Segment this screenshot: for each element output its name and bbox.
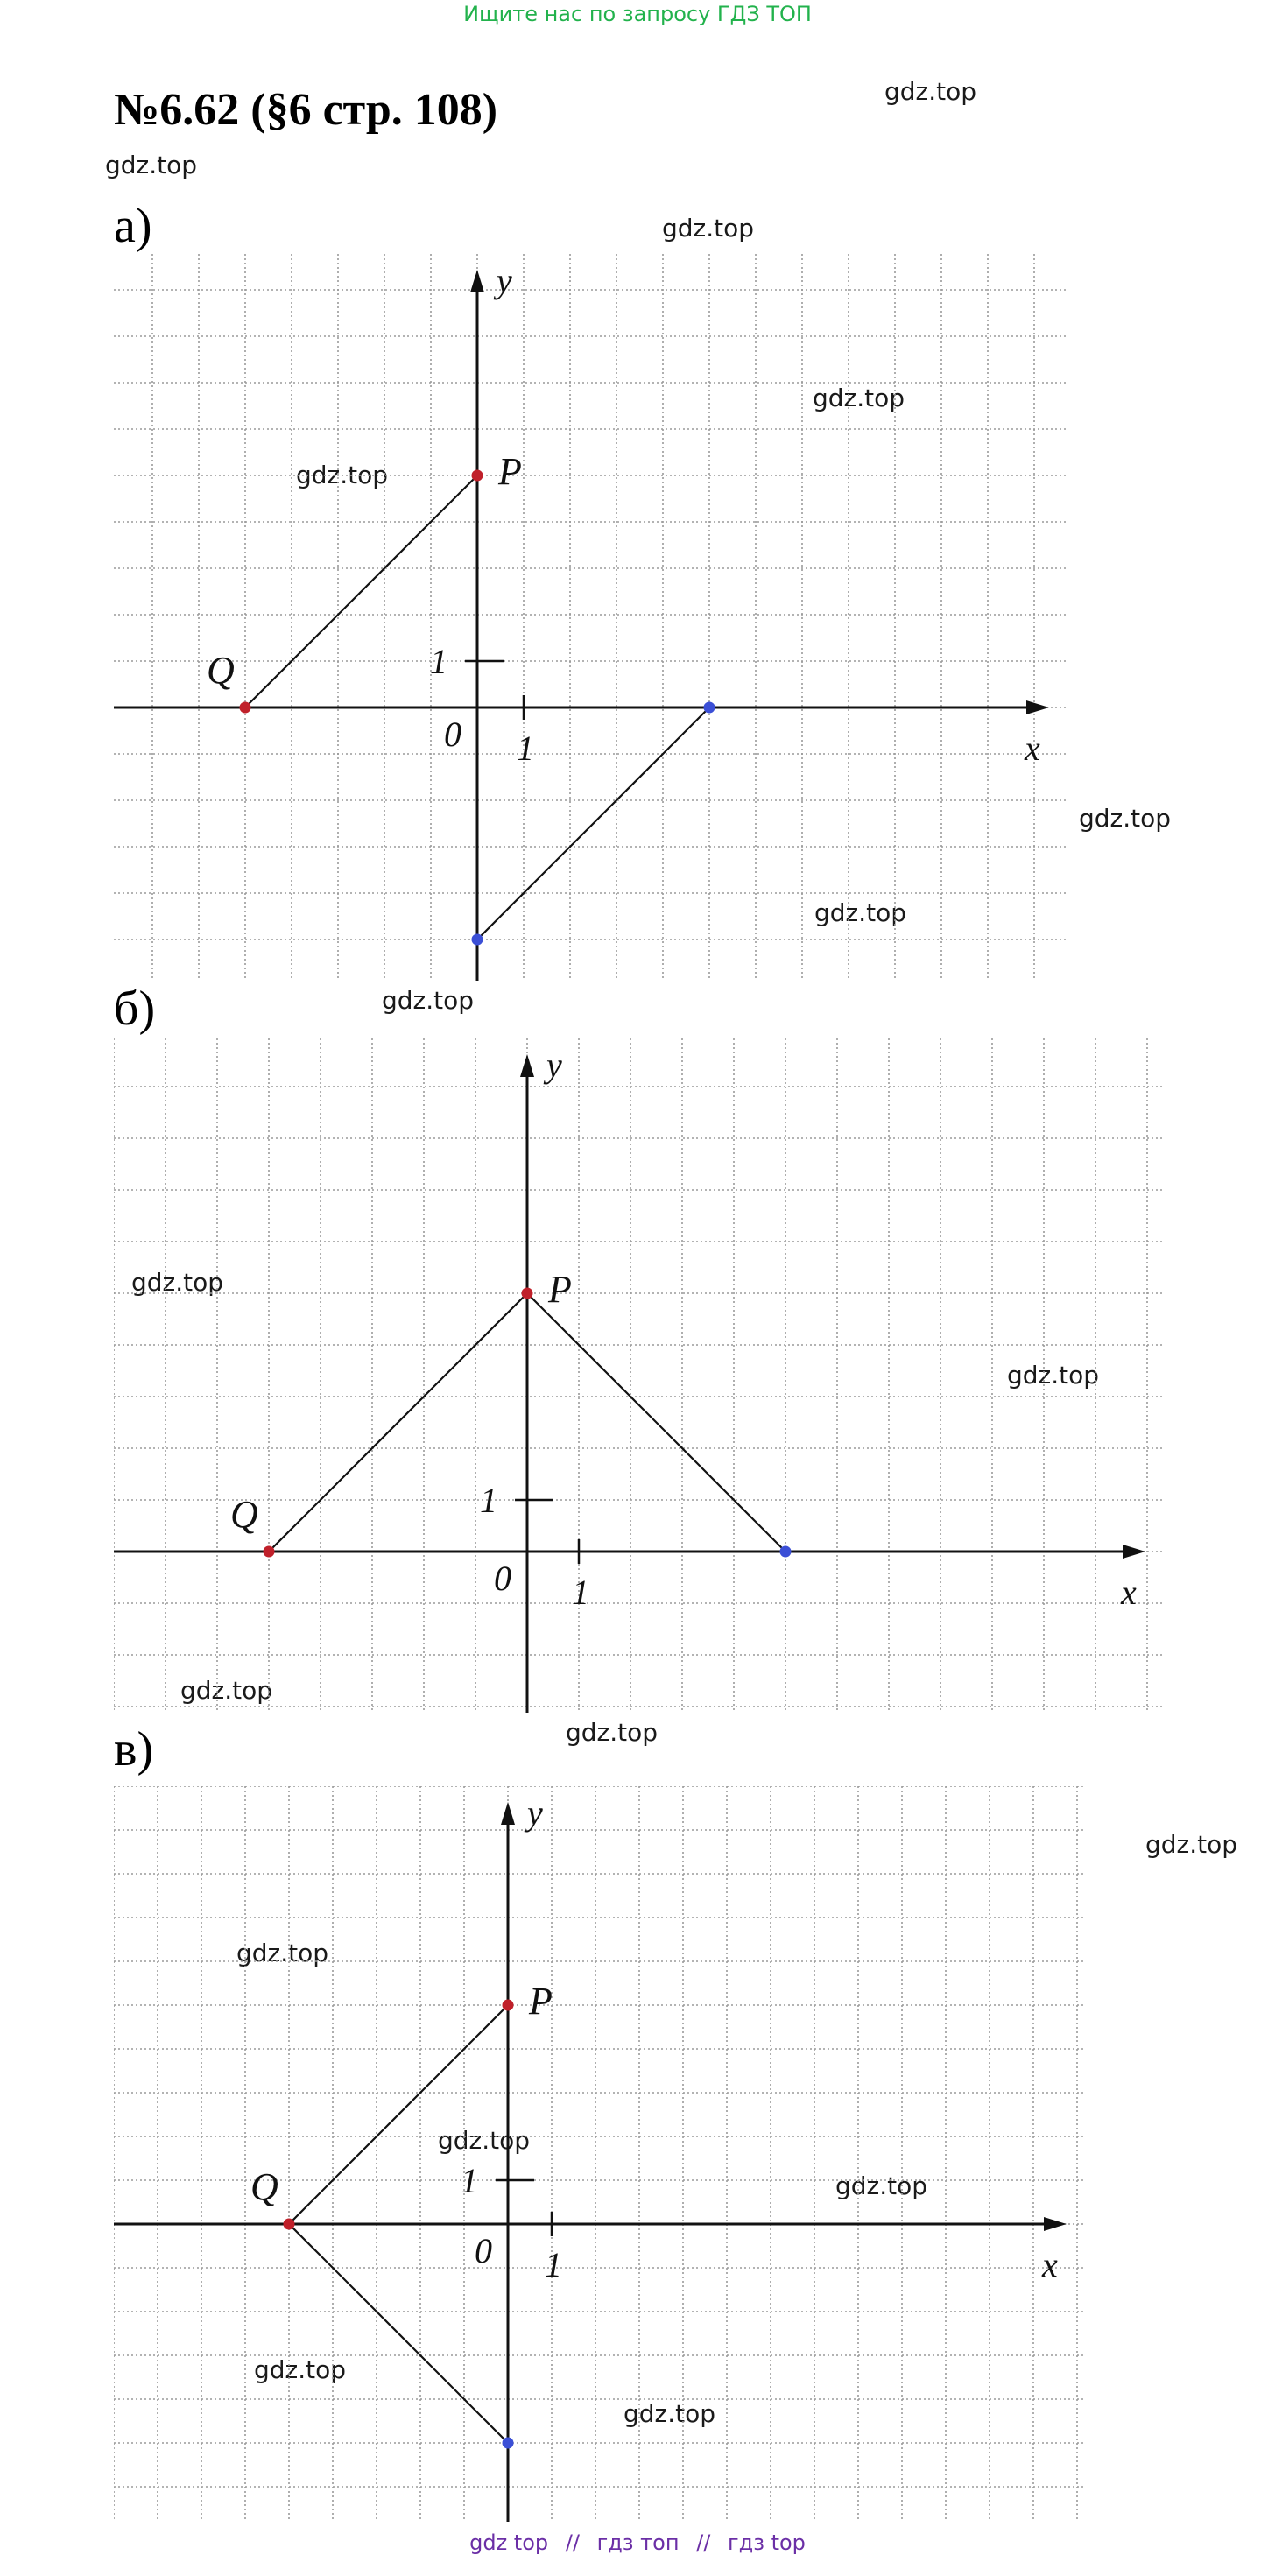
point-q (284, 2219, 295, 2230)
footer-link[interactable]: гдз топ (596, 2530, 680, 2555)
footer-link[interactable]: гдз top (727, 2530, 806, 2555)
graph-svg (114, 1786, 1086, 2522)
watermark: gdz.top (105, 151, 198, 179)
point-p (522, 1288, 533, 1299)
point-p (472, 470, 483, 482)
y-axis-arrow (501, 1802, 515, 1825)
y-axis-arrow (520, 1054, 534, 1077)
watermark: gdz.top (623, 2399, 716, 2428)
point-label-p: P (529, 1980, 553, 2023)
watermark: gdz.top (438, 2126, 531, 2155)
watermark: gdz.top (1145, 1830, 1238, 1859)
x-axis-label: x (1025, 728, 1040, 768)
point-label-q: Q (230, 1493, 258, 1536)
grid (114, 254, 1068, 981)
watermark: gdz.top (662, 214, 755, 243)
part-a-label: а) (114, 199, 152, 253)
footer-separator: // (696, 2530, 711, 2555)
watermark: gdz.top (814, 898, 907, 927)
graph-a (114, 254, 1068, 981)
grid (114, 1786, 1086, 2522)
point-label-q: Q (207, 649, 235, 692)
point-q (264, 1546, 275, 1558)
x-axis-arrow (1044, 2217, 1067, 2231)
watermark: gdz.top (382, 986, 475, 1015)
x-axis-label: x (1042, 2245, 1058, 2284)
graph-svg (114, 254, 1068, 981)
part-c-label: в) (114, 1722, 154, 1777)
y-axis-label: y (527, 1793, 543, 1833)
watermark: gdz.top (131, 1268, 224, 1297)
x-unit-label: 1 (545, 2245, 562, 2284)
footer-links (0, 2530, 1275, 2555)
segment (527, 1293, 785, 1552)
watermark: gdz.top (835, 2171, 928, 2200)
y-unit-label: 1 (430, 642, 447, 681)
search-banner[interactable]: Ищите нас по запросу ГДЗ ТОП (463, 2, 812, 26)
footer-separator: // (565, 2530, 580, 2555)
y-unit-label: 1 (461, 2161, 478, 2200)
page-title: №6.62 (§6 стр. 108) (114, 85, 498, 135)
y-axis-label: y (546, 1045, 562, 1085)
x-axis-arrow (1123, 1545, 1145, 1559)
x-unit-label: 1 (517, 728, 534, 768)
point-label-q: Q (250, 2165, 278, 2208)
origin-label: 0 (444, 714, 461, 754)
point (472, 934, 483, 946)
point-p (503, 2000, 514, 2011)
point (780, 1546, 792, 1558)
point-label-p: P (498, 450, 522, 493)
grid (114, 1038, 1165, 1713)
watermark: gdz.top (1079, 804, 1172, 833)
origin-label: 0 (475, 2231, 492, 2270)
y-unit-label: 1 (480, 1481, 497, 1520)
point (704, 702, 715, 714)
watermark: gdz.top (884, 77, 977, 106)
x-unit-label: 1 (572, 1573, 589, 1612)
point-label-p: P (548, 1268, 572, 1311)
origin-label: 0 (494, 1559, 511, 1598)
watermark: gdz.top (236, 1939, 329, 1967)
watermark: gdz.top (254, 2355, 347, 2384)
graph-c (114, 1786, 1086, 2522)
point (503, 2438, 514, 2449)
y-axis-arrow (470, 270, 484, 292)
part-b-label: б) (114, 982, 156, 1036)
x-axis-arrow (1026, 700, 1049, 714)
graph-svg (114, 1038, 1165, 1713)
watermark: gdz.top (180, 1676, 273, 1705)
watermark: gdz.top (1007, 1361, 1100, 1390)
segment (477, 707, 709, 940)
watermark: gdz.top (813, 384, 905, 412)
graph-b (114, 1038, 1165, 1713)
watermark: gdz.top (566, 1718, 659, 1747)
point-q (240, 702, 251, 714)
y-axis-label: y (497, 261, 512, 300)
x-axis-label: x (1121, 1573, 1137, 1612)
watermark: gdz.top (296, 461, 389, 489)
footer-link[interactable]: gdz top (469, 2530, 549, 2555)
